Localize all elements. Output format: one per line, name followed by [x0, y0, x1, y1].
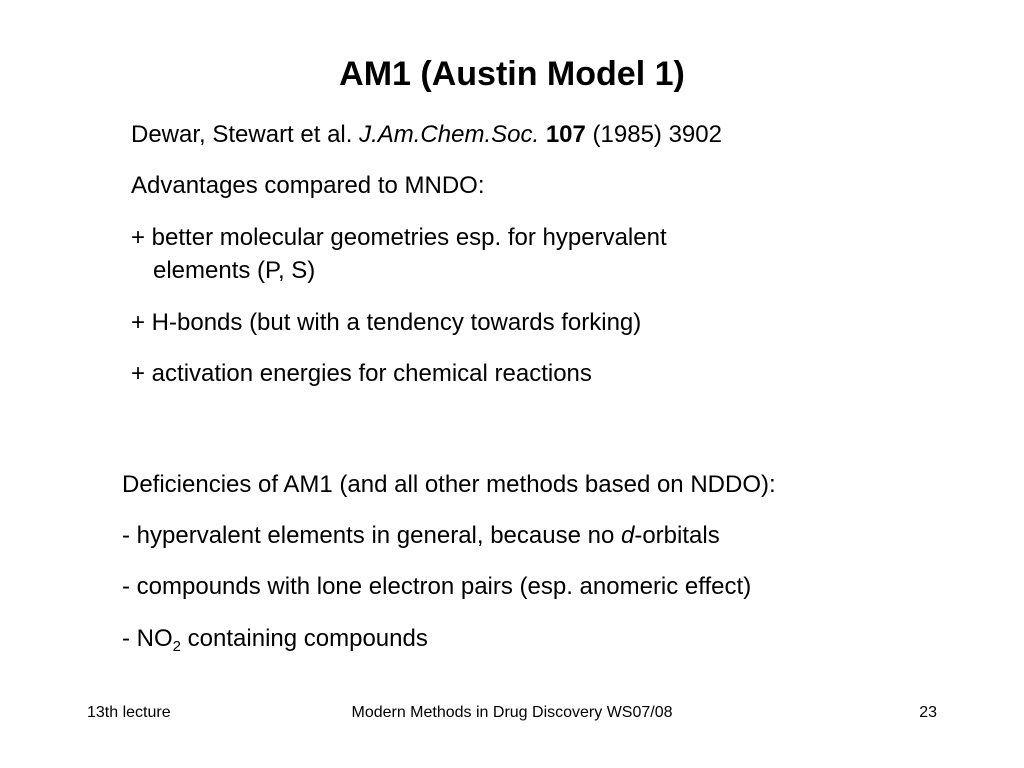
advantages-heading: Advantages compared to MNDO: — [131, 172, 485, 199]
advantage-item-activation: + activation energies for chemical reactions — [131, 360, 592, 387]
advantage-item-geometries-line1: + better molecular geometries esp. for hypervalent — [131, 224, 667, 251]
deficiency-item-no2-prefix: - NO — [122, 625, 173, 652]
footer-lecture: 13th lecture — [87, 704, 171, 721]
no2-subscript: 2 — [172, 638, 182, 655]
advantage-item-hbonds: + H-bonds (but with a tendency towards forking) — [131, 309, 642, 336]
reference-authors: Dewar, Stewart et al. — [131, 121, 360, 148]
deficiencies-heading: Deficiencies of AM1 (and all other methods based on NDDO): — [122, 471, 776, 498]
deficiency-item-hypervalent-suffix: -orbitals — [634, 522, 720, 549]
slide-title: AM1 (Austin Model 1) — [339, 55, 685, 93]
reference-year-page: (1985) 3902 — [585, 121, 722, 148]
footer-course-title: Modern Methods in Drug Discovery WS07/08 — [351, 704, 673, 721]
reference-line — [131, 120, 722, 150]
advantage-item-geometries-line2: elements (P, S) — [153, 257, 316, 284]
deficiency-item-no2 — [122, 624, 428, 654]
footer-page-number: 23 — [919, 704, 937, 721]
deficiency-item-hypervalent — [122, 521, 720, 551]
d-orbital-italic: d — [620, 522, 635, 549]
deficiency-item-no2-suffix: containing compounds — [181, 625, 428, 652]
deficiency-item-lone-pairs: - compounds with lone electron pairs (esp. anomeric effect) — [122, 573, 752, 600]
reference-journal: J.Am.Chem.Soc. — [359, 121, 540, 148]
reference-volume: 107 — [545, 121, 586, 148]
deficiency-item-hypervalent-text: - hypervalent elements in general, because no — [122, 522, 621, 549]
